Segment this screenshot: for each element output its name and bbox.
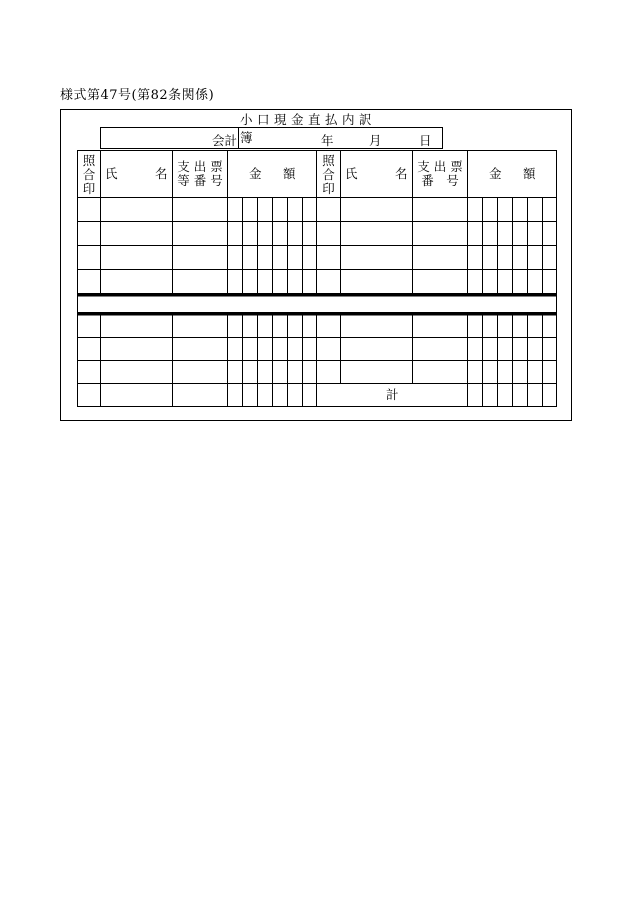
year-label: 年: [321, 133, 334, 148]
month-label: 月: [369, 133, 382, 148]
kaikei-label: 会計: [212, 133, 238, 148]
kingaku-header-left-1: 金: [249, 166, 262, 181]
day-label: 日: [419, 133, 432, 148]
shishutsu-header-left: 支 出 票 等 番 号: [177, 159, 223, 188]
shishutsu-header-right: 支 出 票 番 号: [417, 159, 463, 188]
shimei-header-left-1: 氏: [105, 166, 118, 181]
kingaku-header-right-2: 額: [523, 166, 536, 181]
shimei-header-left-2: 名: [155, 166, 168, 181]
form-number-caption: 様式第47号(第82条関係): [60, 88, 215, 103]
shimei-header-right-1: 氏: [345, 166, 358, 181]
shogo-header-right: 照 合 印: [322, 153, 335, 196]
shogo-header-left: 照 合 印: [82, 153, 96, 196]
kingaku-header-right-1: 金: [489, 166, 502, 181]
total-label: 計: [386, 387, 399, 402]
kingaku-header-left-2: 額: [283, 166, 296, 181]
shimei-header-right-2: 名: [395, 166, 408, 181]
